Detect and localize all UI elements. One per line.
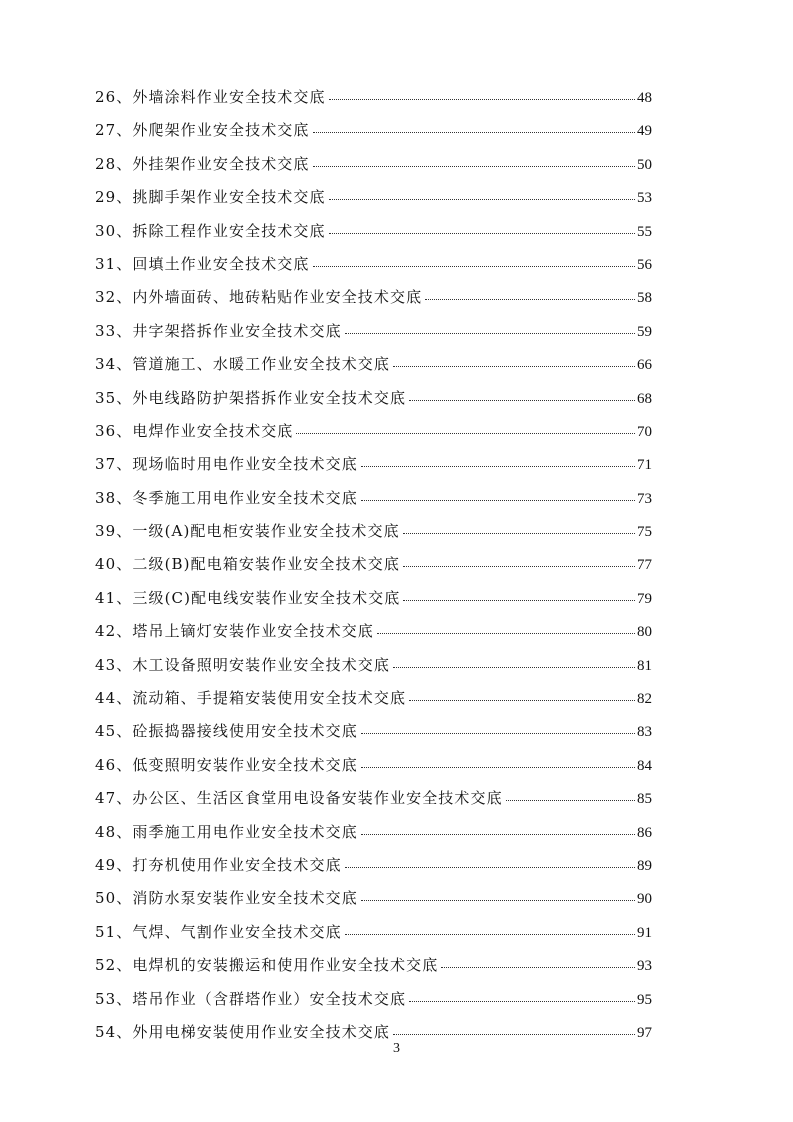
toc-entry-page: 48: [637, 90, 652, 106]
toc-entry-title: 31、回填土作业安全技术交底: [95, 254, 310, 273]
toc-entry[interactable]: [95, 785, 652, 818]
toc-entry[interactable]: [95, 852, 652, 885]
toc-entry-page: 90: [637, 891, 652, 908]
toc-entry-title: 36、电焊作业安全技术交底: [95, 421, 294, 440]
dot-leader: [313, 155, 636, 169]
dot-leader: [329, 188, 635, 202]
dot-leader: [361, 889, 635, 903]
toc-entry-title: 46、低变照明安装作业安全技术交底: [95, 755, 358, 774]
dot-leader: [329, 222, 635, 236]
toc-entry-title: 27、外爬架作业安全技术交底: [95, 121, 310, 140]
toc-entry-page: 81: [637, 657, 652, 674]
toc-entry-title: 49、打夯机使用作业安全技术交底: [95, 855, 342, 874]
dot-leader: [393, 656, 635, 670]
toc-entry[interactable]: [95, 284, 652, 317]
toc-entry[interactable]: [95, 184, 652, 217]
dot-leader: [296, 422, 635, 436]
dot-leader: [403, 555, 635, 569]
toc-entry-page: 66: [637, 357, 652, 374]
toc-entry[interactable]: [95, 451, 652, 484]
toc-entry-title: 42、塔吊上镝灯安装作业安全技术交底: [95, 622, 374, 641]
toc-entry-title: 40、二级(B)配电箱安装作业安全技术交底: [95, 555, 400, 574]
toc-entry-page: 93: [637, 958, 652, 975]
dot-leader: [313, 255, 636, 269]
toc-entry-title: 34、管道施工、水暖工作业安全技术交底: [95, 355, 390, 374]
toc-entry[interactable]: [95, 385, 652, 418]
toc-entry[interactable]: [95, 518, 652, 551]
toc-entry-title: 41、三级(C)配电线安装作业安全技术交底: [95, 588, 401, 607]
dot-leader: [345, 923, 635, 937]
dot-leader: [361, 455, 635, 469]
toc-entry-title: 39、一级(A)配电柜安装作业安全技术交底: [95, 522, 400, 541]
toc-entry[interactable]: [95, 618, 652, 651]
dot-leader: [409, 389, 635, 403]
toc-entry-title: 45、砼振捣器接线使用安全技术交底: [95, 722, 358, 741]
toc-entry-page: 56: [637, 256, 652, 273]
toc-entry-title: 32、内外墙面砖、地砖粘贴作业安全技术交底: [95, 288, 423, 307]
toc-entry-title: 51、气焊、气割作业安全技术交底: [95, 922, 342, 941]
toc-entry-page: 80: [637, 624, 652, 641]
toc-entry-title: 37、现场临时用电作业安全技术交底: [95, 455, 358, 474]
toc-entry-page: 83: [637, 724, 652, 741]
toc-entry-title: 50、消防水泵安装作业安全技术交底: [95, 889, 358, 908]
toc-entry-title: 44、流动箱、手提箱安装使用安全技术交底: [95, 689, 407, 708]
toc-entry-title: 28、外挂架作业安全技术交底: [95, 154, 310, 173]
toc-entry-page: 89: [637, 857, 652, 874]
toc-entry-page: 71: [637, 457, 652, 474]
dot-leader: [403, 589, 635, 603]
dot-leader: [403, 522, 635, 536]
toc-entry-page: 85: [637, 791, 652, 808]
toc-entry-title: 35、外电线路防护架搭拆作业安全技术交底: [95, 388, 407, 407]
dot-leader: [345, 322, 635, 336]
dot-leader: [361, 756, 635, 770]
page-number: 3: [393, 1041, 400, 1056]
toc-entry[interactable]: [95, 318, 652, 351]
toc-entry[interactable]: [95, 885, 652, 918]
toc-entry-page: 82: [637, 691, 652, 708]
toc-entry-page: 97: [637, 1024, 652, 1041]
toc-entry-title: 38、冬季施工用电作业安全技术交底: [95, 488, 358, 507]
dot-leader: [425, 288, 635, 302]
dot-leader: [329, 88, 635, 102]
toc-entry[interactable]: [95, 919, 652, 952]
toc-entry[interactable]: [95, 117, 652, 150]
dot-leader: [345, 856, 635, 870]
dot-leader: [409, 689, 635, 703]
toc-entry[interactable]: [95, 551, 652, 584]
dot-leader: [393, 1023, 635, 1037]
dot-leader: [377, 622, 635, 636]
dot-leader: [409, 990, 635, 1004]
toc-entry[interactable]: [95, 718, 652, 751]
dot-leader: [393, 355, 635, 369]
dot-leader: [506, 789, 635, 803]
toc-entry-title: 29、挑脚手架作业安全技术交底: [95, 188, 326, 207]
toc-entry[interactable]: [95, 351, 652, 384]
toc-entry[interactable]: [95, 151, 652, 184]
toc-entry-page: 49: [637, 123, 652, 140]
toc-entry-page: 84: [637, 757, 652, 774]
dot-leader: [313, 121, 636, 135]
dot-leader: [441, 956, 635, 970]
toc-entry[interactable]: [95, 418, 652, 451]
toc-entry-title: 43、木工设备照明安装作业安全技术交底: [95, 655, 390, 674]
toc-entry[interactable]: [95, 986, 652, 1019]
toc-entry-page: 70: [637, 423, 652, 440]
toc-entry-title: 47、办公区、生活区食堂用电设备安装作业安全技术交底: [95, 789, 503, 808]
toc-entry-title: 48、雨季施工用电作业安全技术交底: [95, 822, 358, 841]
dot-leader: [361, 823, 635, 837]
dot-leader: [361, 489, 635, 503]
toc-entry-page: 91: [637, 924, 652, 941]
toc-entry-page: 75: [637, 524, 652, 541]
toc-entry-page: 59: [637, 323, 652, 340]
toc-entry-title: 52、电焊机的安装搬运和使用作业安全技术交底: [95, 956, 439, 975]
toc-entry-page: 77: [637, 557, 652, 574]
toc-entry-page: 95: [637, 991, 652, 1008]
toc-entry[interactable]: [95, 585, 652, 618]
toc-entry[interactable]: [95, 685, 652, 718]
toc-entry[interactable]: [95, 84, 652, 117]
toc-entry[interactable]: [95, 652, 652, 685]
toc-entry[interactable]: [95, 485, 652, 518]
toc-entry-page: 68: [637, 390, 652, 407]
toc-entry-page: 58: [637, 290, 652, 307]
toc-entry[interactable]: [95, 251, 652, 284]
toc-entry-page: 86: [637, 824, 652, 841]
toc-entry-page: 73: [637, 490, 652, 507]
toc-entry-page: 50: [637, 156, 652, 173]
toc-entry-page: 55: [637, 223, 652, 240]
toc-entry-page: 53: [637, 190, 652, 207]
toc-entry-title: 30、拆除工程作业安全技术交底: [95, 221, 326, 240]
toc-entry-title: 33、井字架搭拆作业安全技术交底: [95, 321, 342, 340]
toc-entry-title: 26、外墙涂料作业安全技术交底: [95, 88, 326, 106]
toc-entry-title: 54、外用电梯安装使用作业安全技术交底: [95, 1022, 390, 1041]
toc-entry-page: 79: [637, 590, 652, 607]
toc-entry[interactable]: [95, 952, 652, 985]
table-of-contents: [95, 84, 652, 1052]
toc-entry[interactable]: [95, 218, 652, 251]
toc-entry[interactable]: [95, 819, 652, 852]
toc-entry-title: 53、塔吊作业（含群塔作业）安全技术交底: [95, 989, 407, 1008]
toc-entry[interactable]: [95, 752, 652, 785]
dot-leader: [361, 722, 635, 736]
